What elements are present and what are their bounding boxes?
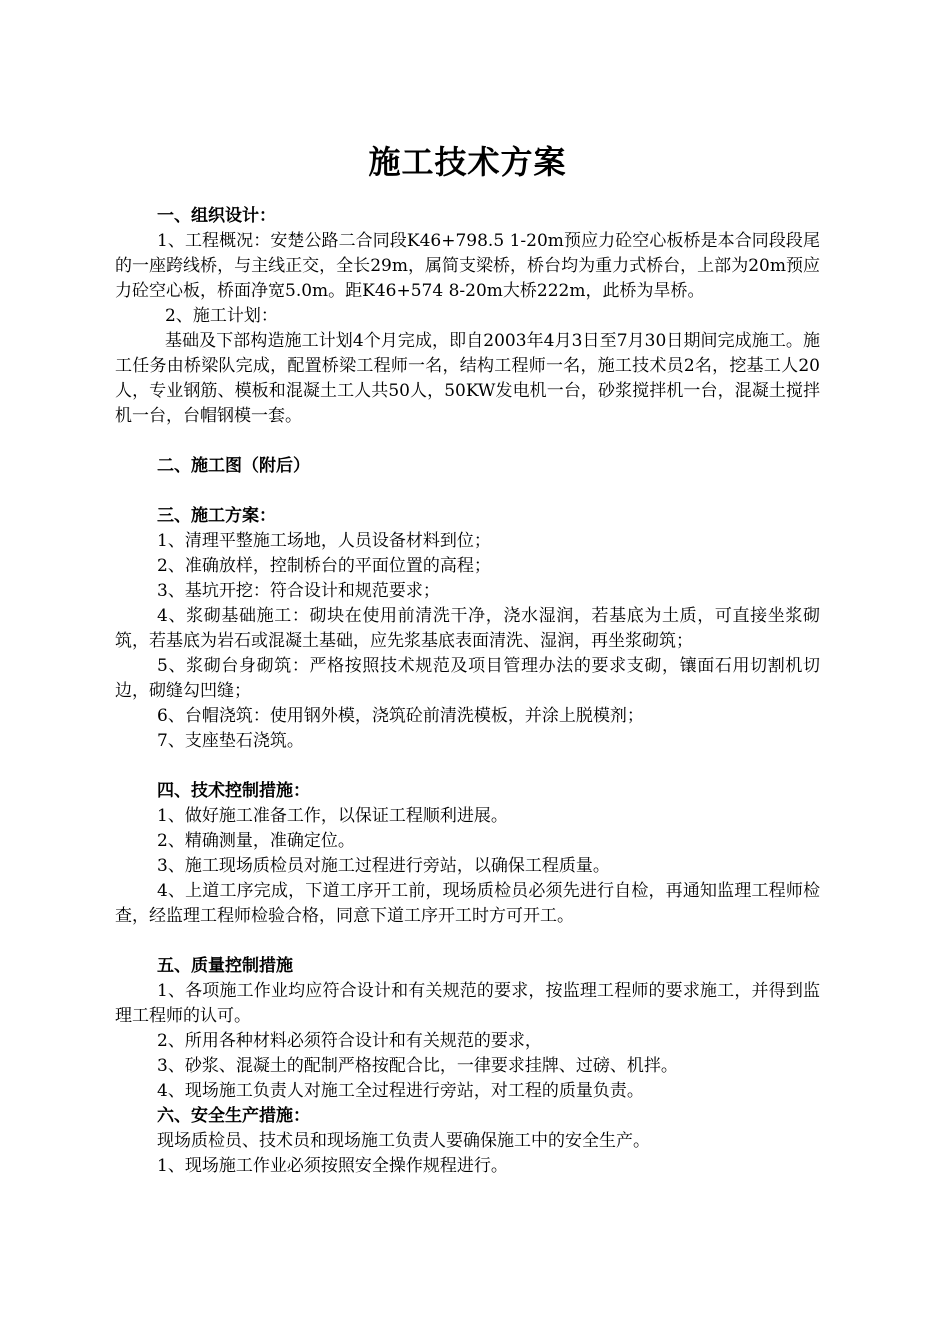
section-heading: 一、组织设计： [157, 206, 276, 226]
section-quality-control [115, 954, 820, 1104]
section-safety [115, 1104, 820, 1179]
section-drawings [115, 454, 820, 479]
paragraph: 3、基坑开挖：符合设计和规范要求； [157, 581, 440, 601]
section-heading: 五、质量控制措施 [157, 956, 293, 976]
paragraph: 基础及下部构造施工计划4个月完成，即自2003年4月3日至7月30日期间完成施工。施工任务由桥梁队完成，配置桥梁工程师一名，结构工程师一名，施工技术员2名，挖基工人20人，专业钢筋、模板和混凝土工人共50人，50KW发电机一台，砂浆搅拌机一台，混凝土搅拌机一台，台帽钢模一套。 [115, 331, 820, 426]
section-heading: 六、安全生产措施： [157, 1106, 310, 1126]
paragraph: 2、施工计划： [165, 306, 278, 326]
section-organization [115, 204, 820, 429]
paragraph: 6、台帽浇筑：使用钢外模，浇筑砼前清洗模板，并涂上脱模剂； [157, 706, 644, 726]
paragraph: 现场质检员、技术员和现场施工负责人要确保施工中的安全生产。 [157, 1131, 650, 1151]
spacer [115, 754, 820, 779]
paragraph: 1、清理平整施工场地，人员设备材料到位； [157, 531, 491, 551]
section-construction-plan [115, 504, 820, 754]
section-heading: 四、技术控制措施： [157, 781, 310, 801]
paragraph: 2、所用各种材料必须符合设计和有关规范的要求， [157, 1031, 542, 1051]
paragraph: 1、工程概况：安楚公路二合同段K46+798.5 1-20m预应力砼空心板桥是本合同段段尾的一座跨线桥，与主线正交，全长29m，属简支梁桥，桥台均为重力式桥台，上部为20m预应力砼空心板，桥面净宽5.0m。距K46+574 8-20m大桥222m，此桥为旱桥。 [115, 231, 820, 301]
spacer [115, 929, 820, 954]
paragraph: 2、准确放样，控制桥台的平面位置的高程； [157, 556, 491, 576]
paragraph: 1、现场施工作业必须按照安全操作规程进行。 [157, 1156, 508, 1176]
paragraph: 1、各项施工作业均应符合设计和有关规范的要求，按监理工程师的要求施工，并得到监理工程师的认可。 [115, 981, 820, 1026]
paragraph: 3、施工现场质检员对施工过程进行旁站，以确保工程质量。 [157, 856, 610, 876]
paragraph: 2、精确测量，准确定位。 [157, 831, 355, 851]
section-heading: 三、施工方案： [157, 506, 276, 526]
paragraph: 4、浆砌基础施工：砌块在使用前清洗干净，浇水湿润，若基底为土质，可直接坐浆砌筑，若基底为岩石或混凝土基础，应先浆基底表面清洗、湿润，再坐浆砌筑； [115, 606, 820, 651]
paragraph: 4、现场施工负责人对施工全过程进行旁站，对工程的质量负责。 [157, 1081, 644, 1101]
section-technical-control [115, 779, 820, 929]
spacer [115, 429, 820, 454]
paragraph: 7、支座垫石浇筑。 [157, 731, 304, 751]
document-title: 施工技术方案 [368, 143, 567, 181]
paragraph: 3、砂浆、混凝土的配制严格按配合比，一律要求挂牌、过磅、机拌。 [157, 1056, 678, 1076]
section-heading: 二、施工图（附后） [157, 456, 310, 476]
paragraph: 1、做好施工准备工作，以保证工程顺利进展。 [157, 806, 508, 826]
spacer [115, 479, 820, 504]
document-page [115, 140, 820, 1179]
paragraph: 5、浆砌台身砌筑：严格按照技术规范及项目管理办法的要求支砌，镶面石用切割机切边，砌缝勾凹缝； [115, 656, 820, 701]
paragraph: 4、上道工序完成，下道工序开工前，现场质检员必须先进行自检，再通知监理工程师检查，经监理工程师检验合格，同意下道工序开工时方可开工。 [115, 881, 820, 926]
